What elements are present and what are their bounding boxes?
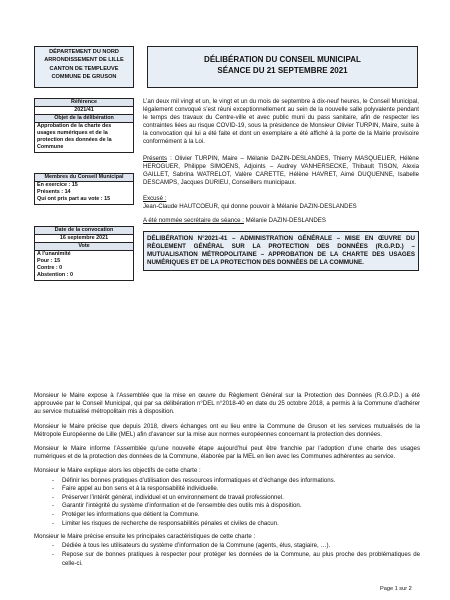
department-line: DÉPARTEMENT DU NORD xyxy=(49,49,119,55)
presents-count: Présents : 14 xyxy=(37,189,71,195)
excuse-text: Jean-Claude HAUTCOEUR, qui donne pouvoir à Mélanie DAZIN-DESLANDES xyxy=(143,203,357,211)
list-item: - Définir les bonnes pratiques d’utilisation des ressources informatiques et d’échange des informations. xyxy=(62,477,420,486)
body-paragraph-4: Monsieur le Maire explique alors les objectifs de cette charte : xyxy=(34,467,201,475)
voters-count: Qui ont pris part au vote : 15 xyxy=(37,196,111,202)
page-number: Page 1 sur 2 xyxy=(380,586,412,592)
reference-box xyxy=(34,98,134,153)
list-item: - Faire appel au bon sens et à la responsabilité individuelle. xyxy=(62,485,420,494)
deliberation-title: DÉLIBÉRATION N°2021-41 – ADMINISTRATION GÉNÉRALE – MISE EN ŒUVRE DU RÈGLEMENT GÉNÉRAL SUR LA PROTECTION DES DONNÉES (R.G.P.D.) – MUTUALISATION MÉTROPOLITAINE – APPROBATION DE LA CHARTE DES USAGES NUMÉRIQUES ET DE LA PROTECTION DES DONNÉES DE LA COMMUNE. xyxy=(143,231,419,271)
session-details xyxy=(143,98,419,271)
list-item: - Dédiée à tous les utilisateurs du système d’information de la Commune (agents, élus, stagiaire, …). xyxy=(62,542,420,551)
characteristics-list xyxy=(34,542,420,568)
presents-paragraph xyxy=(143,155,419,187)
document-title-box xyxy=(147,46,418,88)
objectives-list xyxy=(34,477,420,529)
commune-line: COMMUNE DE GRUSON xyxy=(51,74,117,81)
presents-label: Présents xyxy=(143,154,168,162)
arrondissement-line: ARRONDISSEMENT DE LILLE xyxy=(44,57,124,64)
document-title: DÉLIBÉRATION DU CONSEIL MUNICIPAL xyxy=(204,55,361,64)
secretaire-name: Mélanie DAZIN-DESLANDES xyxy=(243,217,326,225)
body-paragraph-3: Monsieur le Maire informe l’Assemblée qu’une nouvelle étape aujourd’hui peut être franchie par l’adoption d’une charte des usages numériques et de la protection des données de la Commune, élaborée par la MEL en lien avec les Communes adhérentes au service. xyxy=(34,445,420,461)
convocation-box xyxy=(34,226,134,281)
excuse-label: Excusé : xyxy=(143,194,167,202)
secretaire-label: A été nommée secrétaire de séance : xyxy=(143,217,244,225)
en-exercice: En exercice : 15 xyxy=(37,182,78,188)
list-item: - Protéger les informations que détient la Commune. xyxy=(62,511,420,520)
body-paragraph-5: Monsieur le Maire précise ensuite les principales caractéristiques de cette charte : xyxy=(34,533,256,541)
membres-label: Membres du Conseil Municipal xyxy=(35,174,133,182)
convocation-label: Date de la convocation xyxy=(35,227,133,235)
administrative-header xyxy=(34,46,134,88)
list-item: - Repose sur de bonnes pratiques à respecter pour protéger les données de la Commune, au plus proche des problématiques de celle-ci. xyxy=(62,551,420,568)
list-item: - Préserver l’intérêt général, individuel et un environnement de travail professionnel. xyxy=(62,494,420,503)
canton-line: CANTON DE TEMPLEUVE xyxy=(49,65,119,72)
objet-label: Objet de la délibération xyxy=(35,115,133,123)
intro-paragraph: L’an deux mil vingt et un, le vingt et un du mois de septembre à dix-neuf heures, le Conseil Municipal, légalement convoqué s’est réuni exceptionnellement au sein de la nouvelle salle polyvalente pendant le temps des travaux du Centre-ville et avec public muni du pass sanitaire, afin de respecter les contraintes liées au risque COVID-19, sous la présidence de Monsieur Olivier TURPIN, Maire, suite à la convocation qui lui a été faite et dont un exemplaire a été affiché à la porte de la Mairie provisoire conformément à la Loi. xyxy=(143,98,419,146)
vote-label: Vote xyxy=(35,243,133,251)
presents-list: : Olivier TURPIN, Maire – Mélanie DAZIN-DESLANDES, Thierry MASQUELIER, Hélène HEROGUER, Philippe SIMOENS, Adjoints – Audrey VANHERSECKE, Thibault TISON, Alexia GAILLET, Sabrina WATRELOT, Valère CARETTE, Hélène HAVRET, Aimé DUQUENNE, Isabelle DESCAMPS, Jacques DURIEU, Conseillers municipaux. xyxy=(143,154,419,186)
members-box xyxy=(34,173,134,205)
reference-value: 2021/41 xyxy=(35,107,133,115)
vote-unanimite: A l’unanimité xyxy=(37,251,71,257)
deliberation-body xyxy=(34,392,420,573)
convocation-date: 16 septembre 2021 xyxy=(35,235,133,243)
secretaire-paragraph xyxy=(143,217,419,225)
session-date: SÉANCE DU 21 SEPTEMBRE 2021 xyxy=(217,65,348,75)
vote-pour: Pour : 15 xyxy=(37,258,61,264)
vote-contre: Contre : 0 xyxy=(37,265,63,271)
list-item: - Garantir l’intégrité du système d’information et de l’ensemble des outils mis à disposition. xyxy=(62,502,420,511)
list-item: - Limiter les risques de recherche de responsabilités pénales et civiles de chacun. xyxy=(62,520,420,529)
reference-label: Référence xyxy=(35,99,133,107)
vote-abstention: Abstention : 0 xyxy=(37,272,73,278)
body-paragraph-2: Monsieur le Maire précise que depuis 2018, divers échanges ont eu lieu entre la Commune de Gruson et les services mutualisés de la Métropole Européenne de Lille (MEL) afin d’avancer sur la mise aux normes européennes concernant la protection des données. xyxy=(34,422,420,438)
excuse-paragraph xyxy=(143,195,419,211)
objet-value: Approbation de la charte des usages numériques et de la protection des données de la Commune xyxy=(37,123,112,150)
body-paragraph-1: Monsieur le Maire expose à l’Assemblée que la mise en œuvre du Règlement Général sur la Protection des Données (R.G.P.D.) a été approuvée par le Conseil Municipal, qui par sa délibération n°DEL n°2018-40 en date du 25 octobre 2018, a permis à la Commune d’adhérer au service mutualisé métropolitain mis à disposition. xyxy=(34,392,420,416)
